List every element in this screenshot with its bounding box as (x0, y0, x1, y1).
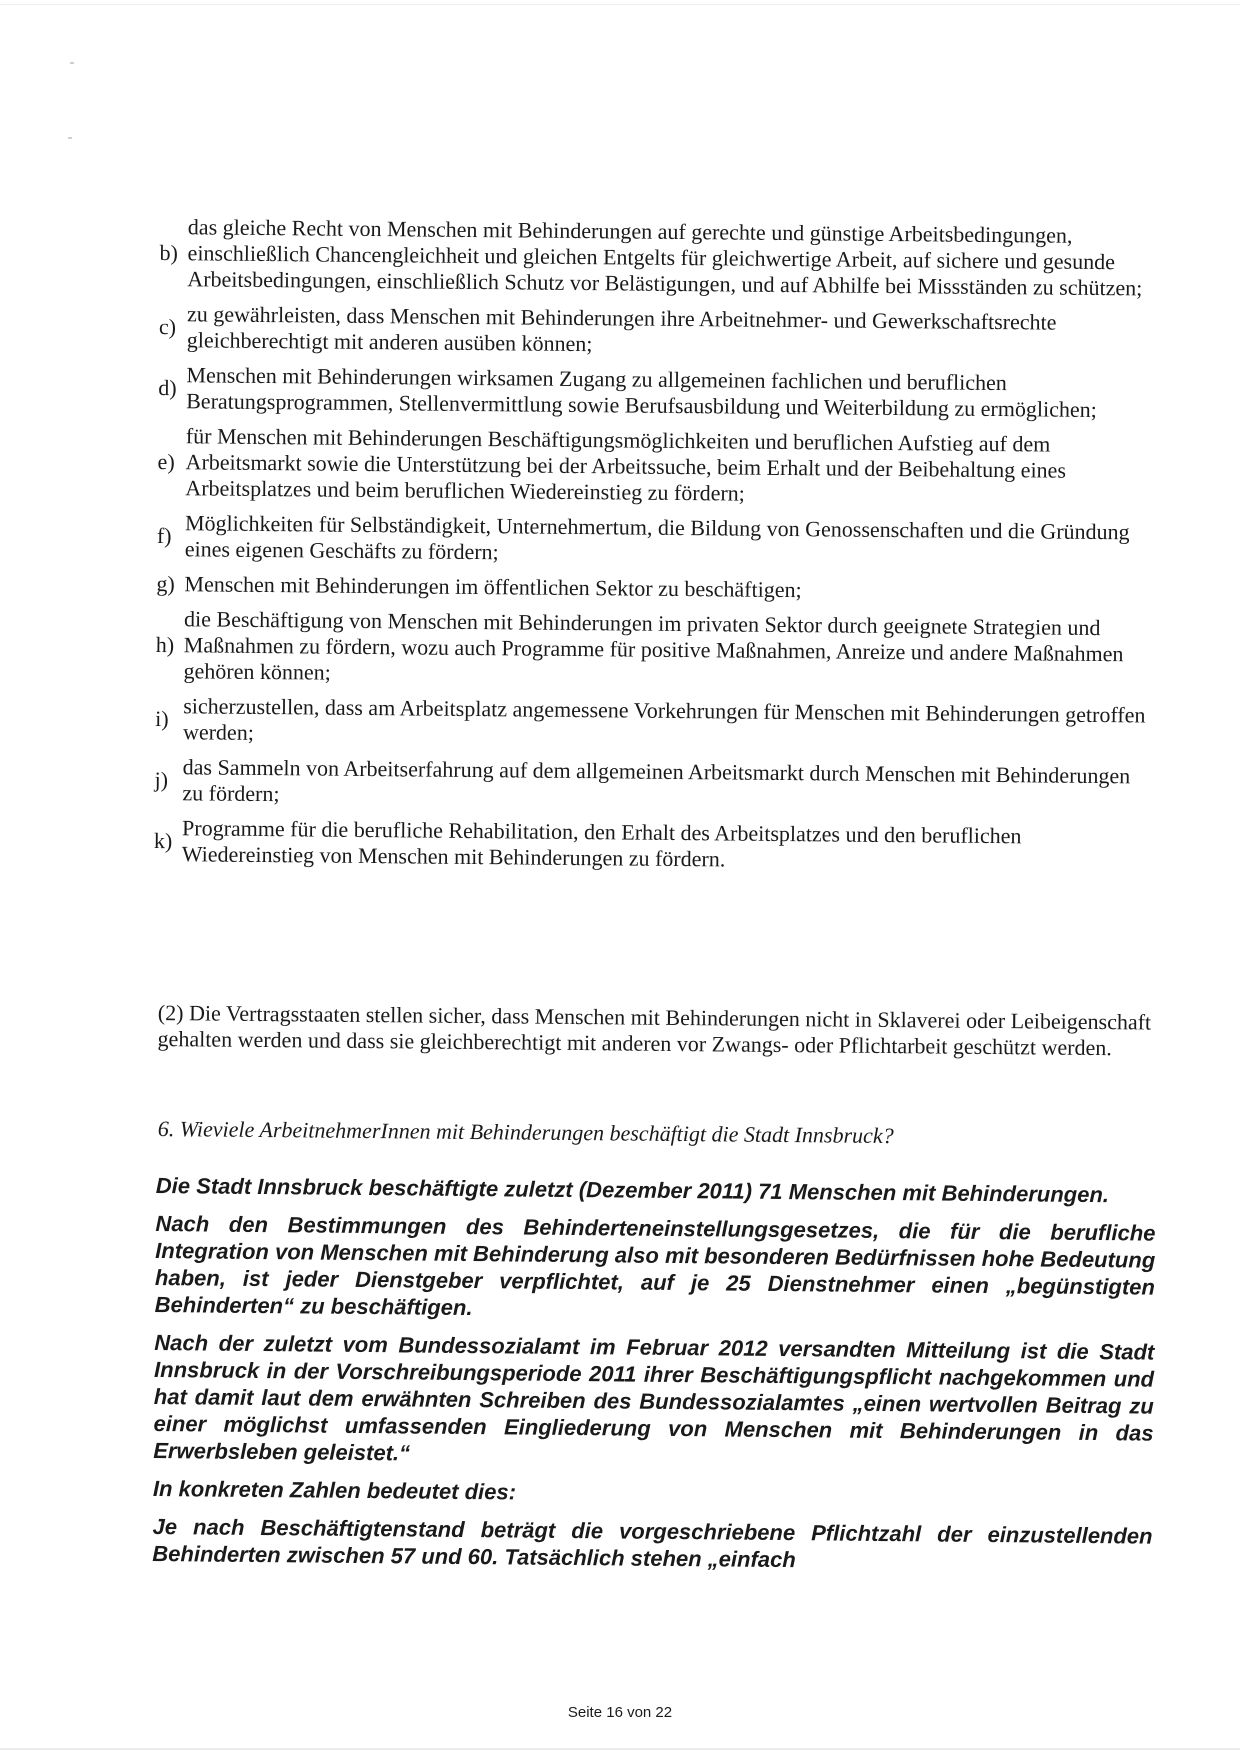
scan-bottom-edge (0, 1748, 1240, 1750)
list-item (155, 693, 1155, 755)
list-item-label: j) (154, 766, 169, 793)
paragraph-2: (2) Die Vertragsstaaten stellen sicher, dass Menschen mit Behinderungen nicht in Sklaverei oder Leibeigenschaft gehalten werden und dass sie gleichberechtigt mit anderen vor Zwangs- oder Pflichtarbeit geschützt werden. (157, 1000, 1152, 1061)
list-item (157, 510, 1157, 572)
list-item-text: das Sammeln von Arbeitserfahrung auf dem allgemeinen Arbeitsmarkt durch Menschen mit Behinderungen zu fördern; (182, 754, 1131, 807)
answer-paragraph: Nach der zuletzt vom Bundessozialamt im Februar 2012 versandten Mitteilung ist die Stadt Innsbruck in der Vorschreibungsperiode 2011 ihrer Beschäftigungspflicht nachgekommen und hat damit laut dem erwähnten Schreiben des Bundessozialamtes „einen wertvollen Beitrag zu einer möglichst umfassenden Eingliederung von Menschen mit Behinderungen in das Erwerbsleben geleistet.“ (153, 1329, 1155, 1466)
answer-paragraph: Je nach Beschäftigtenstand beträgt die vorgeschriebene Pflichtzahl der einzustellenden Behinderten zwischen 57 und 60. Tatsächlich stehen „einfach (152, 1513, 1153, 1573)
list-item-text: Möglichkeiten für Selbständigkeit, Unternehmertum, die Bildung von Genossenschaften und die Gründung eines eigenen Geschäfts zu fördern; (184, 510, 1130, 565)
list-item-text: Menschen mit Behinderungen wirksamen Zugang zu allgemeinen fachlichen und beruflichen Beratungsprogrammen, Stellenvermittlung sowie Berufsausbildung und Weiterbildung zu ermöglichen; (186, 362, 1097, 423)
list-item (154, 815, 1154, 877)
question-heading: 6. Wieviele ArbeitnehmerInnen mit Behinderungen beschäftigt die Stadt Innsbruck? (157, 1116, 894, 1149)
list-item-label: h) (155, 631, 175, 658)
list-item-label: i) (155, 705, 169, 732)
scan-top-edge (0, 4, 1240, 5)
list-item-text: Menschen mit Behinderungen im öffentlichen Sektor zu beschäftigen; (184, 571, 802, 603)
list-item-label: d) (158, 374, 177, 401)
list-item-text: für Menschen mit Behinderungen Beschäftigungsmöglichkeiten und beruflichen Aufstieg auf dem Arbeitsmarkt sowie die Unterstützung bei der Arbeitssuche, beim Erhalt und der Beibehaltung eines Arbeitsplatzes und beim beruflichen Wiedereinstieg zu fördern; (185, 423, 1067, 506)
list-item-label: g) (156, 570, 175, 597)
list-item-label: k) (153, 827, 173, 854)
list-item (159, 301, 1159, 363)
list-item (159, 214, 1160, 302)
page-number: Seite 16 von 22 (567, 1704, 673, 1721)
list-item-text: sicherzustellen, dass am Arbeitsplatz angemessene Vorkehrungen für Menschen mit Behinderungen getroffen werden; (182, 693, 1146, 745)
list-item-label: c) (158, 313, 177, 340)
list-item-label: b) (159, 239, 179, 266)
list-item (157, 423, 1158, 511)
answer-paragraph: Nach den Bestimmungen des Behinderteneinstellungsgesetzes, die für die berufliche Integration von Menschen mit Behinderung also mit besonderen Bedürfnissen hohe Bedeutung haben, ist jeder Dienstgeber verpflichtet, auf je 25 Dienstnehmer einen „begünstigten Behinderten“ zu beschäftigen. (154, 1210, 1156, 1321)
list-item (158, 362, 1158, 424)
list-item (155, 606, 1156, 694)
answer-paragraph: In konkreten Zahlen bedeutet dies: (152, 1475, 517, 1505)
list-item (156, 571, 1156, 607)
answer-block (152, 1172, 1156, 1588)
list-item (154, 754, 1154, 816)
scan-speck (68, 137, 72, 139)
scan-speck (70, 62, 74, 64)
list-item-text: die Beschäftigung von Menschen mit Behinderungen im privaten Sektor durch geeignete Strategien und Maßnahmen zu fördern, wozu auch Programme für positive Maßnahmen, Anreize und andere Maßnahmen gehören können; (183, 606, 1124, 685)
list-item-label: e) (157, 448, 175, 475)
list-item-label: f) (156, 522, 172, 549)
list-item-text: das gleiche Recht von Menschen mit Behinderungen auf gerechte und günstige Arbeitsbedingungen, einschließlich Chancengleichheit und gleichen Entgelts für gleichwertige Arbeit, auf sichere und gesunde Arbeitsbedingungen, einschließlich Schutz vor Belästigungen, und auf Abhilfe bei Missständen zu schützen; (187, 214, 1143, 301)
list-item-text: zu gewährleisten, dass Menschen mit Behinderungen ihre Arbeitnehmer- und Gewerkschaftsrechte gleichberechtigt mit anderen ausüben können; (186, 301, 1057, 357)
list-item-text: Programme für die berufliche Rehabilitation, den Erhalt des Arbeitsplatzes und den beruflichen Wiedereinstieg von Menschen mit Behinderungen zu fördern. (181, 815, 1022, 872)
measures-list (154, 214, 1160, 886)
answer-paragraph: Die Stadt Innsbruck beschäftigte zuletzt (Dezember 2011) 71 Menschen mit Behinderungen. (155, 1173, 1110, 1208)
